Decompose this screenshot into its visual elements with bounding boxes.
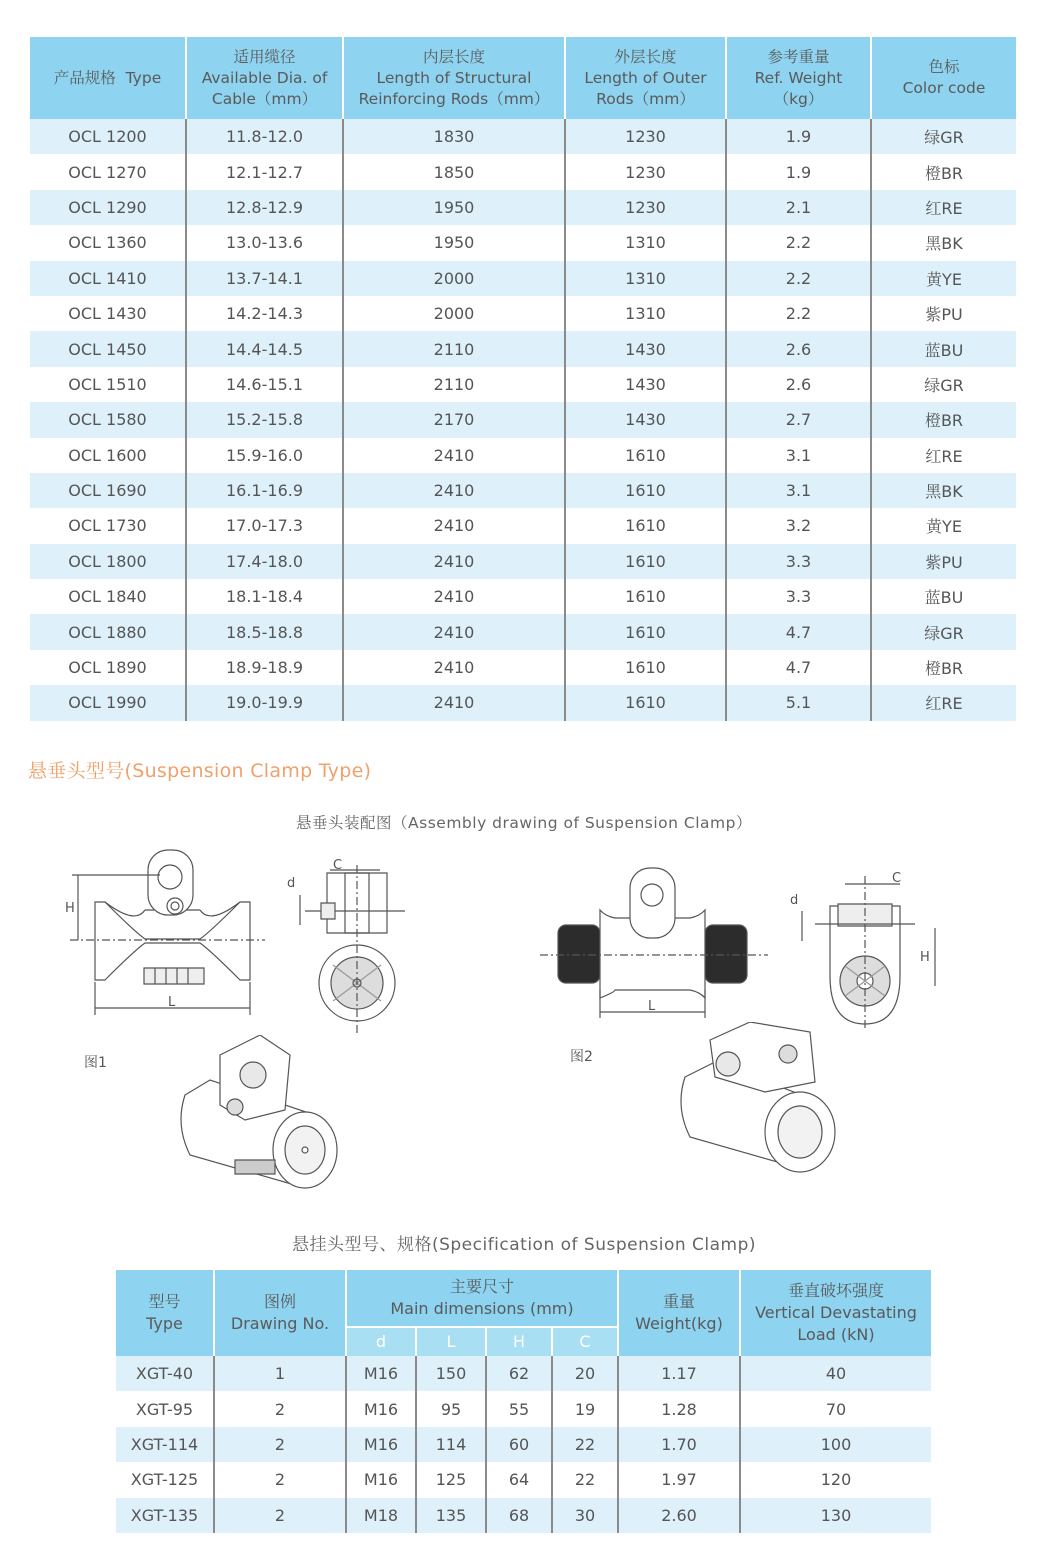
cell-cable-dia: 12.1-12.7 [186, 154, 343, 189]
cell-type: OCL 1890 [30, 650, 186, 685]
cell-type: OCL 1270 [30, 154, 186, 189]
fig2-isometric-view [670, 1022, 850, 1182]
cell-dim-h: 60 [486, 1427, 552, 1462]
cell-weight: 1.17 [618, 1356, 740, 1391]
cell-load: 130 [740, 1498, 931, 1533]
cell-weight: 2.2 [726, 261, 871, 296]
table-row [116, 1391, 931, 1426]
cell-color-code: 绿GR [871, 119, 1016, 154]
figure-1-label: 图1 [84, 1055, 107, 1071]
spec-caption: 悬挂头型号、规格(Specification of Suspension Clamp) [291, 1235, 757, 1255]
cell-outer-length: 1230 [565, 190, 726, 225]
cell-color-code: 红RE [871, 685, 1016, 720]
table-row [30, 508, 1016, 543]
cell-cable-dia: 14.4-14.5 [186, 331, 343, 366]
header-main-dimensions: 主要尺寸 Main dimensions (mm) [346, 1270, 618, 1327]
cell-type: OCL 1840 [30, 579, 186, 614]
cell-cable-dia: 17.4-18.0 [186, 544, 343, 579]
cell-type: XGT-95 [116, 1391, 214, 1426]
cell-outer-length: 1610 [565, 614, 726, 649]
cell-outer-length: 1610 [565, 579, 726, 614]
cell-weight: 2.60 [618, 1498, 740, 1533]
table-row [30, 296, 1016, 331]
dim-label-d: d [287, 876, 296, 891]
cell-weight: 1.9 [726, 154, 871, 189]
cell-drawing-no: 2 [214, 1498, 346, 1533]
table-row [30, 579, 1016, 614]
cell-weight: 3.1 [726, 473, 871, 508]
cell-weight: 5.1 [726, 685, 871, 720]
table-row [30, 261, 1016, 296]
cell-dim-d: M16 [346, 1462, 416, 1497]
header-cable-dia: 适用缆径 Available Dia. of Cable（mm） [186, 37, 343, 119]
cell-weight: 1.28 [618, 1391, 740, 1426]
cell-type: OCL 1880 [30, 614, 186, 649]
cell-type: OCL 1730 [30, 508, 186, 543]
cell-dim-l: 135 [416, 1498, 486, 1533]
header-weight: 参考重量 Ref. Weight （kg） [726, 37, 871, 119]
table-row [30, 650, 1016, 685]
cell-type: XGT-114 [116, 1427, 214, 1462]
cell-type: OCL 1800 [30, 544, 186, 579]
cell-cable-dia: 12.8-12.9 [186, 190, 343, 225]
dim-label-l: L [168, 995, 176, 1010]
cell-cable-dia: 14.6-15.1 [186, 367, 343, 402]
cell-dim-l: 114 [416, 1427, 486, 1462]
table-row [116, 1498, 931, 1533]
table-row [30, 402, 1016, 437]
cell-color-code: 绿GR [871, 367, 1016, 402]
cell-outer-length: 1610 [565, 508, 726, 543]
cell-type: OCL 1360 [30, 225, 186, 260]
cell-dim-h: 55 [486, 1391, 552, 1426]
cell-type: OCL 1580 [30, 402, 186, 437]
header-vertical-load: 垂直破坏强度 Vertical Devastating Load (kN) [740, 1270, 931, 1356]
cell-type: OCL 1510 [30, 367, 186, 402]
cell-cable-dia: 18.1-18.4 [186, 579, 343, 614]
fig1-end-view [285, 855, 425, 1035]
cell-load: 120 [740, 1462, 931, 1497]
cell-type: OCL 1430 [30, 296, 186, 331]
table-row [30, 473, 1016, 508]
cell-weight: 3.2 [726, 508, 871, 543]
table-row [116, 1427, 931, 1462]
header-dim-c: C [552, 1327, 618, 1356]
cell-load: 70 [740, 1391, 931, 1426]
dim-label-d-2: d [790, 893, 799, 908]
cell-weight: 1.97 [618, 1462, 740, 1497]
table-row [30, 614, 1016, 649]
cell-dim-l: 95 [416, 1391, 486, 1426]
cell-load: 40 [740, 1356, 931, 1391]
cell-dim-d: M16 [346, 1356, 416, 1391]
cell-drawing-no: 2 [214, 1427, 346, 1462]
cell-cable-dia: 15.9-16.0 [186, 438, 343, 473]
fig1-front-view [60, 840, 270, 1015]
cell-dim-l: 125 [416, 1462, 486, 1497]
cell-color-code: 黄YE [871, 508, 1016, 543]
cell-weight: 2.6 [726, 367, 871, 402]
cell-cable-dia: 11.8-12.0 [186, 119, 343, 154]
cell-weight: 2.7 [726, 402, 871, 437]
cell-outer-length: 1430 [565, 402, 726, 437]
header-dim-l: L [416, 1327, 486, 1356]
cell-weight: 3.1 [726, 438, 871, 473]
cell-type: OCL 1450 [30, 331, 186, 366]
cell-dim-c: 22 [552, 1462, 618, 1497]
cell-inner-length: 2410 [343, 685, 565, 720]
table-row [30, 685, 1016, 720]
header-dim-d: d [346, 1327, 416, 1356]
ocl-table-header [30, 37, 1016, 119]
cell-weight: 1.9 [726, 119, 871, 154]
cell-cable-dia: 17.0-17.3 [186, 508, 343, 543]
cell-color-code: 黄YE [871, 261, 1016, 296]
cell-weight: 3.3 [726, 579, 871, 614]
assembly-caption: 悬垂头装配图（Assembly drawing of Suspension Clamp） [296, 814, 752, 832]
fig2-end-view [790, 866, 940, 1031]
cell-dim-d: M16 [346, 1427, 416, 1462]
cell-inner-length: 2110 [343, 331, 565, 366]
cell-type: XGT-40 [116, 1356, 214, 1391]
cell-color-code: 黑BK [871, 225, 1016, 260]
cell-dim-l: 150 [416, 1356, 486, 1391]
cell-inner-length: 2410 [343, 544, 565, 579]
cell-outer-length: 1430 [565, 367, 726, 402]
header-inner-length: 内层长度 Length of Structural Reinforcing Rods（mm） [343, 37, 565, 119]
header-outer-length: 外层长度 Length of Outer Rods（mm） [565, 37, 726, 119]
cell-dim-h: 68 [486, 1498, 552, 1533]
cell-weight: 4.7 [726, 614, 871, 649]
table-row [30, 225, 1016, 260]
cell-weight: 3.3 [726, 544, 871, 579]
cell-cable-dia: 13.0-13.6 [186, 225, 343, 260]
table-row [30, 119, 1016, 154]
cell-inner-length: 2000 [343, 261, 565, 296]
fig2-front-view [540, 860, 770, 1020]
cell-outer-length: 1310 [565, 225, 726, 260]
cell-load: 100 [740, 1427, 931, 1462]
cell-dim-c: 22 [552, 1427, 618, 1462]
cell-drawing-no: 2 [214, 1462, 346, 1497]
dim-label-c-2: C [892, 871, 902, 886]
cell-dim-c: 19 [552, 1391, 618, 1426]
cell-cable-dia: 13.7-14.1 [186, 261, 343, 296]
cell-type: XGT-125 [116, 1462, 214, 1497]
fig1-isometric-view [165, 1035, 345, 1195]
cell-weight: 2.6 [726, 331, 871, 366]
cell-outer-length: 1230 [565, 154, 726, 189]
cell-drawing-no: 2 [214, 1391, 346, 1426]
cell-inner-length: 1830 [343, 119, 565, 154]
table-row [30, 438, 1016, 473]
cell-dim-d: M16 [346, 1391, 416, 1426]
cell-outer-length: 1610 [565, 473, 726, 508]
header-color-code: 色标 Color code [871, 37, 1016, 119]
header-type: 产品规格 Type [30, 37, 186, 119]
cell-outer-length: 1610 [565, 650, 726, 685]
table-row [30, 544, 1016, 579]
cell-weight: 1.70 [618, 1427, 740, 1462]
cell-dim-h: 64 [486, 1462, 552, 1497]
cell-weight: 4.7 [726, 650, 871, 685]
cell-cable-dia: 15.2-15.8 [186, 402, 343, 437]
cell-cable-dia: 18.5-18.8 [186, 614, 343, 649]
cell-color-code: 橙BR [871, 154, 1016, 189]
cell-cable-dia: 14.2-14.3 [186, 296, 343, 331]
header-xgt-weight: 重量 Weight(kg) [618, 1270, 740, 1356]
cell-color-code: 红RE [871, 438, 1016, 473]
cell-outer-length: 1310 [565, 296, 726, 331]
cell-outer-length: 1610 [565, 438, 726, 473]
cell-dim-h: 62 [486, 1356, 552, 1391]
cell-outer-length: 1430 [565, 331, 726, 366]
figure-2-label: 图2 [570, 1049, 593, 1065]
cell-color-code: 紫PU [871, 296, 1016, 331]
cell-type: OCL 1290 [30, 190, 186, 225]
cell-inner-length: 2410 [343, 650, 565, 685]
cell-weight: 2.2 [726, 296, 871, 331]
dim-label-h-2: H [920, 950, 930, 965]
cell-color-code: 蓝BU [871, 579, 1016, 614]
cell-inner-length: 2110 [343, 367, 565, 402]
table-row [30, 331, 1016, 366]
cell-weight: 2.1 [726, 190, 871, 225]
cell-color-code: 橙BR [871, 402, 1016, 437]
cell-inner-length: 1950 [343, 190, 565, 225]
dim-label-c: C [333, 858, 343, 873]
cell-color-code: 黑BK [871, 473, 1016, 508]
dim-label-h: H [65, 901, 75, 916]
cell-inner-length: 2410 [343, 473, 565, 508]
table-row [30, 367, 1016, 402]
table-row [116, 1356, 931, 1391]
cell-cable-dia: 18.9-18.9 [186, 650, 343, 685]
cell-color-code: 橙BR [871, 650, 1016, 685]
cell-dim-c: 30 [552, 1498, 618, 1533]
section-title: 悬垂头型号(Suspension Clamp Type) [28, 760, 372, 782]
cell-weight: 2.2 [726, 225, 871, 260]
cell-color-code: 红RE [871, 190, 1016, 225]
table-row [30, 190, 1016, 225]
cell-color-code: 蓝BU [871, 331, 1016, 366]
xgt-spec-table [116, 1270, 931, 1533]
cell-type: XGT-135 [116, 1498, 214, 1533]
cell-color-code: 紫PU [871, 544, 1016, 579]
header-dim-h: H [486, 1327, 552, 1356]
cell-type: OCL 1600 [30, 438, 186, 473]
table-row [30, 154, 1016, 189]
cell-inner-length: 1850 [343, 154, 565, 189]
cell-type: OCL 1200 [30, 119, 186, 154]
cell-outer-length: 1310 [565, 261, 726, 296]
cell-outer-length: 1230 [565, 119, 726, 154]
cell-color-code: 绿GR [871, 614, 1016, 649]
cell-cable-dia: 16.1-16.9 [186, 473, 343, 508]
cell-inner-length: 1950 [343, 225, 565, 260]
table-row [116, 1462, 931, 1497]
dim-label-l-2: L [648, 999, 656, 1014]
cell-dim-c: 20 [552, 1356, 618, 1391]
cell-dim-d: M18 [346, 1498, 416, 1533]
cell-type: OCL 1690 [30, 473, 186, 508]
cell-inner-length: 2410 [343, 508, 565, 543]
cell-inner-length: 2170 [343, 402, 565, 437]
cell-inner-length: 2000 [343, 296, 565, 331]
cell-cable-dia: 19.0-19.9 [186, 685, 343, 720]
cell-type: OCL 1410 [30, 261, 186, 296]
cell-inner-length: 2410 [343, 438, 565, 473]
cell-type: OCL 1990 [30, 685, 186, 720]
cell-drawing-no: 1 [214, 1356, 346, 1391]
cell-inner-length: 2410 [343, 579, 565, 614]
ocl-spec-table [30, 37, 1016, 721]
cell-outer-length: 1610 [565, 544, 726, 579]
cell-outer-length: 1610 [565, 685, 726, 720]
cell-inner-length: 2410 [343, 614, 565, 649]
header-xgt-type: 型号 Type [116, 1270, 214, 1356]
header-drawing-no: 图例 Drawing No. [214, 1270, 346, 1356]
